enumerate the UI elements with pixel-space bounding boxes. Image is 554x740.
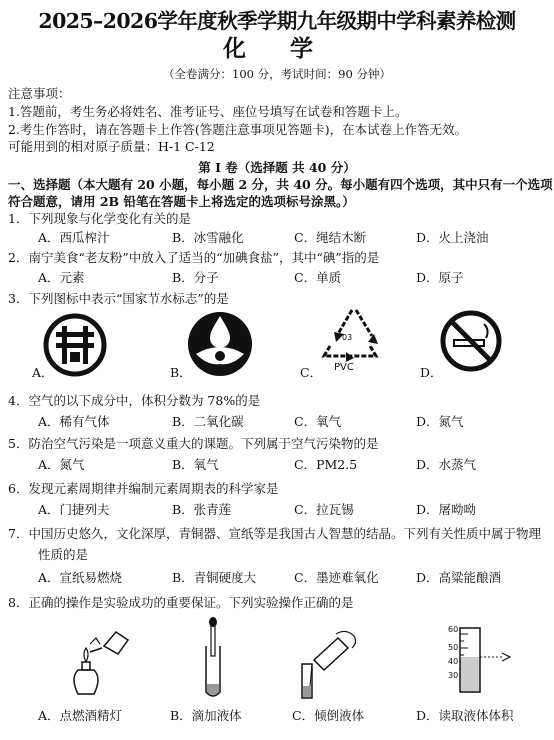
question-7-stem: 7．中国历史悠久，文化深厚，青铜器、宣纸等是我国古人智慧的结晶。下列有关性质中属于物理 [8, 526, 541, 541]
cylinder-tick-30: 30 [448, 671, 459, 680]
question-2-stem: 2．南宁美食“老友粉”中放入了适当的“加碘食盐”，其中“碘”指的是 [8, 250, 380, 265]
section-intro-line1: 一、选择题（本大题有 20 小题，每小题 2 分，共 40 分。每小题有四个选项，其中只有一个选项 [8, 177, 553, 192]
q2-option-c: C．单质 [294, 270, 342, 285]
subject-title: 化 学 [222, 35, 331, 62]
note-item-2: 2.考生作答时，请在答题卡上作答(答题注意事项见答题卡)，在本试卷上作答无效。 [8, 122, 468, 137]
cylinder-tick-50: 50 [448, 643, 459, 652]
question-5-stem: 5．防治空气污染是一项意义重大的课题。下列属于空气污染物的是 [8, 436, 379, 451]
q4-option-c: C．氧气 [294, 414, 342, 429]
q3-option-d: D． [420, 365, 443, 380]
q5-option-d: D．水蒸气 [416, 457, 477, 472]
question-3-stem: 3．下列图标中表示“国家节水标志”的是 [8, 291, 229, 306]
pouring-liquid-icon [296, 624, 366, 700]
question-8-stem: 8．正确的操作是实验成功的重要保证。下列实验操作正确的是 [8, 595, 354, 610]
exam-meta: （全卷满分：100 分，考试时间：90 分钟） [163, 67, 391, 81]
no-smoking-icon [440, 310, 502, 372]
dropper-test-tube-icon [198, 616, 228, 700]
q3-option-a: A． [32, 365, 54, 380]
q2-option-b: B．分子 [172, 270, 219, 285]
q4-option-a: A．稀有气体 [38, 414, 110, 429]
q6-option-a: A．门捷列夫 [38, 502, 110, 517]
q7-option-d: D．高粱能酿酒 [416, 570, 502, 585]
q5-option-c: C．PM2.5 [294, 457, 358, 472]
pvc-label: PVC [334, 362, 354, 373]
pvc-number: 03 [342, 333, 353, 342]
q6-option-b: B．张青莲 [172, 502, 232, 517]
question-6-stem: 6．发现元素周期律并编制元素周期表的科学家是 [8, 481, 279, 496]
alcohol-lamp-icon [56, 618, 136, 698]
q2-option-a: A．元素 [38, 270, 85, 285]
q5-option-b: B．氧气 [172, 457, 219, 472]
question-4-stem: 4．空气的以下成分中，体积分数为 78%的是 [8, 393, 261, 408]
q3-option-c: C． [300, 365, 323, 380]
q8-option-b: B．滴加液体 [170, 708, 242, 723]
cylinder-tick-60: 60 [448, 625, 459, 634]
notes-heading: 注意事项： [8, 86, 71, 101]
exam-title: 2025–2026学年度秋季学期九年级期中学科素养检测 [38, 9, 516, 33]
q6-option-c: C．拉瓦锡 [294, 502, 354, 517]
q6-option-d: D．屠呦呦 [416, 502, 477, 517]
note-item-1: 1.答题前，考生务必将姓名、准考证号、座位号填写在试卷和答题卡上。 [8, 104, 408, 119]
q7-option-b: B．青铜硬度大 [172, 570, 257, 585]
q2-option-d: D．原子 [416, 270, 464, 285]
water-saving-symbol-icon [186, 310, 254, 378]
note-item-3: 可能用到的相对原子质量：H-1 C-12 [8, 139, 215, 154]
q1-option-a: A．西瓜榨汁 [38, 230, 110, 245]
q1-option-d: D．火上浇油 [416, 230, 489, 245]
q1-option-c: C．绳结木断 [294, 230, 367, 245]
cylinder-tick-40: 40 [448, 657, 459, 666]
q7-option-c: C．墨迹难氧化 [294, 570, 379, 585]
q7-option-a: A．宣纸易燃烧 [38, 570, 123, 585]
section-heading: 第 I 卷（选择题 共 40 分） [198, 160, 356, 175]
q1-option-b: B．冰雪融化 [172, 230, 244, 245]
q4-option-d: D．氮气 [416, 414, 464, 429]
section-intro-line2: 符合题意，请用 2B 铅笔在答题卡上将选定的选项标号涂黑。） [8, 194, 355, 209]
q4-option-b: B．二氧化碳 [172, 414, 244, 429]
q3-option-b: B． [170, 365, 192, 380]
q8-option-a: A．点燃酒精灯 [38, 708, 123, 723]
q5-option-a: A．氮气 [38, 457, 85, 472]
question-7-stem-cont: 性质的是 [38, 547, 89, 562]
q8-option-c: C．倾倒液体 [292, 708, 365, 723]
q8-option-d: D．读取液体体积 [416, 708, 514, 723]
question-1-stem: 1．下列现象与化学变化有关的是 [8, 211, 191, 226]
